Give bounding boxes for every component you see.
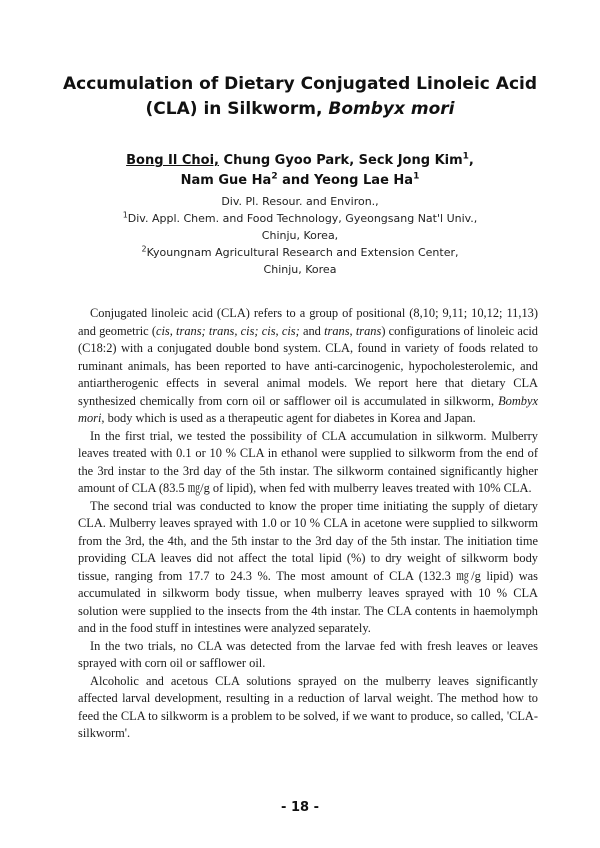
affiliation-2-sup: 2 bbox=[141, 244, 147, 254]
p1-geometric-isomers: cis, trans; trans, cis; cis, cis; bbox=[155, 323, 300, 338]
affiliation-2-text: Kyoungnam Agricultural Research and Extension Center, bbox=[146, 246, 459, 259]
author-list bbox=[60, 151, 540, 191]
abstract-paragraph-2: In the first trial, we tested the possibility of CLA accumulation in silkworm. Mulberry leaves treated with 0.1 or 10 % CLA in ethanol were supplied to silkworm from the end of the 3rd instar to the 3rd day of the 5th instar. The silkworm contained significantly higher amount of CLA (83.5 ㎎/g of lipid), when fed with mulberry leaves treated with 10% CLA. bbox=[78, 428, 538, 495]
author-presenting: Bong Il Choi, bbox=[126, 153, 219, 168]
affiliation-1-sup: 1 bbox=[122, 210, 128, 220]
abstract-paragraph-1 bbox=[78, 305, 538, 428]
p1-geometric-isomers-2: trans, trans bbox=[324, 323, 382, 338]
author-sup-3: 1 bbox=[413, 171, 420, 182]
author-sup-2: 2 bbox=[271, 171, 278, 182]
p1-text-c: , body which is used as a therapeutic agent for diabetes in Korea and Japan. bbox=[101, 411, 476, 425]
title-line-2-prefix: (CLA) in Silkworm, bbox=[145, 99, 329, 119]
p1-and: and bbox=[299, 323, 325, 338]
abstract-paragraph-5: Alcoholic and acetous CLA solutions sprayed on the mulberry leaves significantly affected larval development, resulting in a reduction of larval weight. The method how to feed the CLA to silkworm is a problem to be solved, if we want to produce, so called, 'CLA-silkworm'. bbox=[78, 673, 538, 740]
affiliation-1-text: Div. Appl. Chem. and Food Technology, Gyeongsang Nat'l Univ., bbox=[127, 212, 478, 225]
author-line-1 bbox=[60, 151, 540, 171]
abstract-paragraph-4: In the two trials, no CLA was detected from the larvae fed with fresh leaves or leaves sprayed with corn oil or safflower oil. bbox=[78, 638, 538, 670]
author-names-2: Nam Gue Ha bbox=[180, 173, 272, 188]
p1-text-a: Conjugated linoleic acid (CLA) refers to a group of positional (8,10; 9,11; 10,12; 11,13) and geometric ( bbox=[78, 306, 538, 338]
p1-text-b: ) configurations of linoleic acid (C18:2) with a conjugated double bond system. CLA, found in variety of foods related to ruminant animals, has been reported to have anti-carcinogenic, hypocholesterolemic, and antiartherogenic effects in several animal models. We report here that dietary CLA synthesized chemically from corn oil or safflower oil is accumulated in silkworm, bbox=[78, 323, 538, 408]
abstract-paragraph-3: The second trial was conducted to know the proper time initiating the supply of dietary CLA. Mulberry leaves sprayed with 1.0 or 10 % CLA in acetone were supplied to silkworm from the 3rd, the 4th, and the 5th instar to the 3rd day of the 5th instar. The initiation time providing CLA leaves did not affect the total lipid (%) to dry weight of silkworm body tissue, ranging from 17.7 to 24.3 %. The most amount of CLA (132.3 ㎎/g lipid) was accumulated in silkworm body tissue, when mulberry leaves sprayed with 10 % CLA solution were supplied to the insects from the 4th instar. The CLA contents in haemolymph and in the food stuff in intestines were analyzed separately. bbox=[78, 498, 538, 635]
author-sup-1: 1 bbox=[462, 151, 469, 162]
author-line-2 bbox=[60, 171, 540, 191]
abstract-body bbox=[78, 305, 538, 743]
title-line-1: Accumulation of Dietary Conjugated Linoleic Acid bbox=[62, 74, 538, 94]
page-number: - 18 - bbox=[281, 800, 319, 815]
author-comma: , bbox=[468, 153, 474, 168]
title-species: Bombyx mori bbox=[328, 99, 455, 119]
author-names-3: and Yeong Lae Ha bbox=[277, 173, 414, 188]
title-line-2 bbox=[40, 97, 560, 122]
affiliations bbox=[60, 193, 540, 278]
paper-title bbox=[40, 72, 560, 122]
affiliation-1 bbox=[60, 210, 540, 227]
affiliation-0: Div. Pl. Resour. and Environ., bbox=[221, 195, 379, 208]
affiliation-1-city: Chinju, Korea, bbox=[261, 229, 339, 242]
p1-species: Bombyx mori bbox=[78, 393, 538, 425]
affiliation-2 bbox=[60, 244, 540, 261]
author-names-1: Chung Gyoo Park, Seck Jong Kim bbox=[219, 153, 463, 168]
affiliation-2-city: Chinju, Korea bbox=[263, 263, 337, 276]
